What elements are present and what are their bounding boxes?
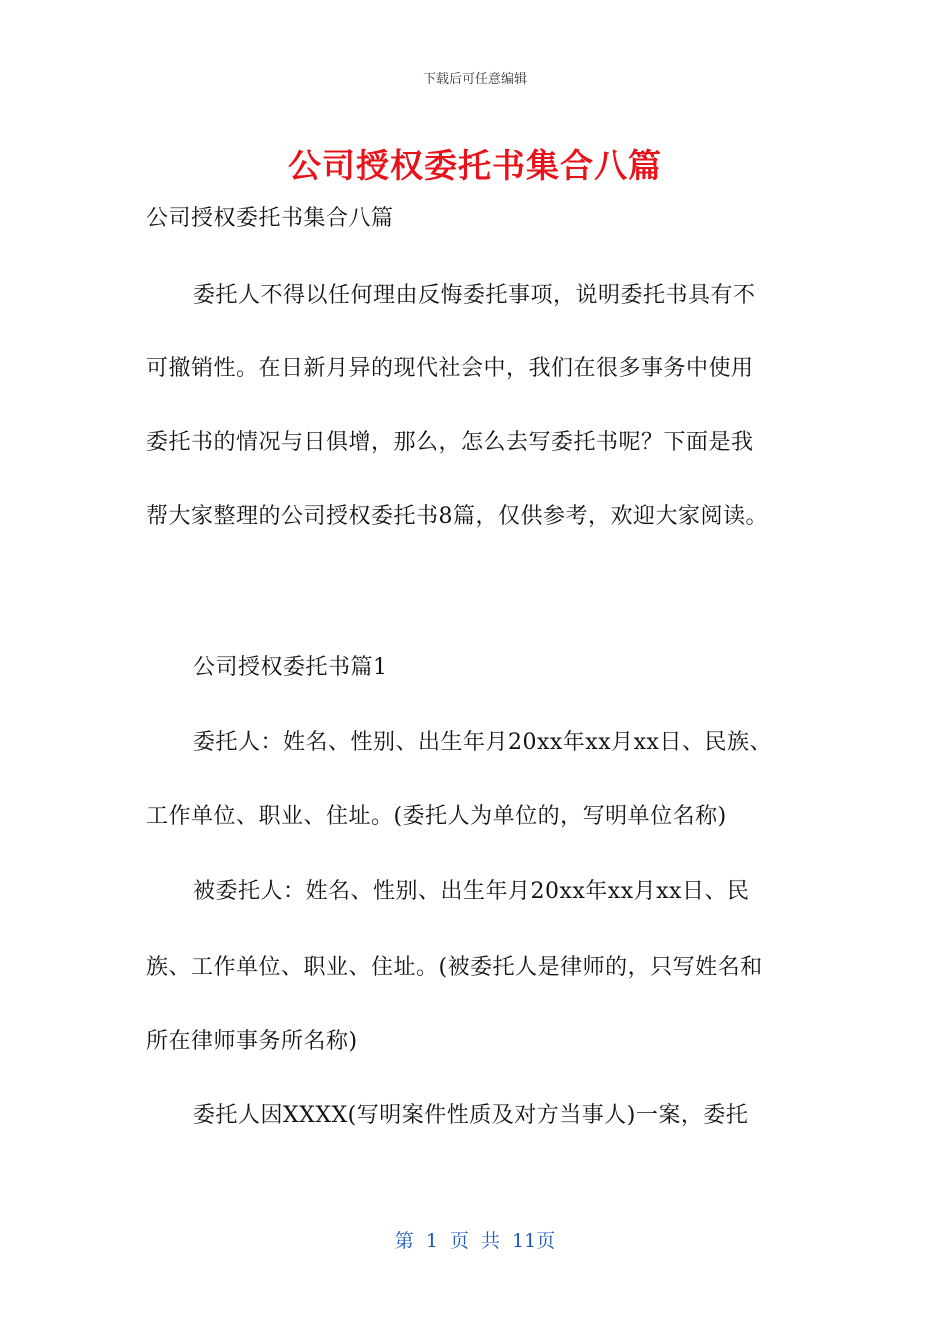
paragraph-line: 帮大家整理的公司授权委托书8篇，仅供参考，欢迎大家阅读。 — [146, 504, 768, 529]
paragraph-line: 被委托人：姓名、性别、出生年月20xx年xx月xx日、民 — [193, 879, 750, 904]
paragraph-line: 委托人：姓名、性别、出生年月20xx年xx月xx日、民族、 — [193, 730, 772, 755]
paragraph-line: 可撤销性。在日新月异的现代社会中，我们在很多事务中使用 — [146, 356, 754, 381]
paragraph-line: 委托书的情况与日俱增，那么，怎么去写委托书呢？下面是我 — [146, 430, 754, 455]
section-heading: 公司授权委托书篇1 — [193, 655, 388, 680]
paragraph-line: 委托人不得以任何理由反悔委托事项，说明委托书具有不 — [193, 283, 756, 308]
subtitle-line: 公司授权委托书集合八篇 — [146, 206, 394, 231]
paragraph-line: 工作单位、职业、住址。(委托人为单位的，写明单位名称) — [146, 804, 727, 829]
page-header: 下载后可任意编辑 — [422, 72, 527, 87]
paragraph-line: 族、工作单位、职业、住址。(被委托人是律师的，只写姓名和 — [146, 955, 763, 980]
paragraph-line: 委托人因XXXX(写明案件性质及对方当事人)一案，委托 — [193, 1103, 749, 1128]
document-title: 公司授权委托书集合八篇 — [288, 146, 662, 185]
paragraph-line: 所在律师事务所名称) — [146, 1029, 358, 1054]
page-number-footer: 第 1 页 共 11页 — [394, 1230, 556, 1252]
